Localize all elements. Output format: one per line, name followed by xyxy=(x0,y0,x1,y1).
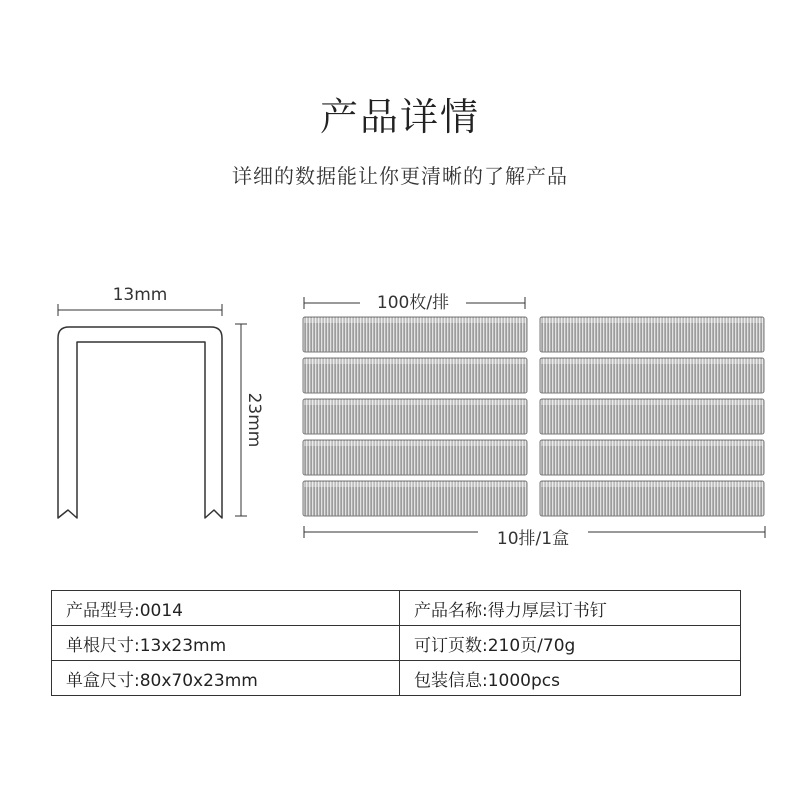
staple-height-label: 23mm xyxy=(244,392,264,448)
per-row-label: 100枚/排 xyxy=(376,293,450,313)
table-row xyxy=(52,661,741,696)
staple-width-dimension xyxy=(58,285,222,316)
spec-packaging: 包装信息:1000pcs xyxy=(400,661,741,696)
staple-strip xyxy=(540,399,764,434)
spec-box-size: 单盒尺寸:80x70x23mm xyxy=(52,661,400,696)
spec-product-name: 产品名称:得力厚层订书钉 xyxy=(400,591,741,626)
staple-strip xyxy=(540,440,764,475)
per-row-dimension xyxy=(304,293,525,313)
table-row xyxy=(52,626,741,661)
per-box-dimension xyxy=(304,526,765,549)
staple-strips-grid xyxy=(303,317,764,516)
staple-strip xyxy=(540,358,764,393)
staple-strip xyxy=(540,481,764,516)
table-row xyxy=(52,591,741,626)
spec-single-size: 单根尺寸:13x23mm xyxy=(52,626,400,661)
staple-strip xyxy=(540,317,764,352)
staple-strip xyxy=(303,440,527,475)
staple-strip xyxy=(303,399,527,434)
spec-page-capacity: 可订页数:210页/70g xyxy=(400,626,741,661)
staple-strip xyxy=(303,358,527,393)
per-box-label: 10排/1盒 xyxy=(496,529,570,549)
staple-width-label: 13mm xyxy=(112,285,168,305)
page-subtitle: 详细的数据能让你更清晰的了解产品 xyxy=(232,164,568,188)
spec-table xyxy=(51,590,741,696)
page-title: 产品详情 xyxy=(319,95,480,139)
staple-outline xyxy=(58,327,222,518)
staple-height-dimension xyxy=(235,324,271,516)
spec-model: 产品型号:0014 xyxy=(52,591,400,626)
staple-strip xyxy=(303,317,527,352)
staple-strip xyxy=(303,481,527,516)
